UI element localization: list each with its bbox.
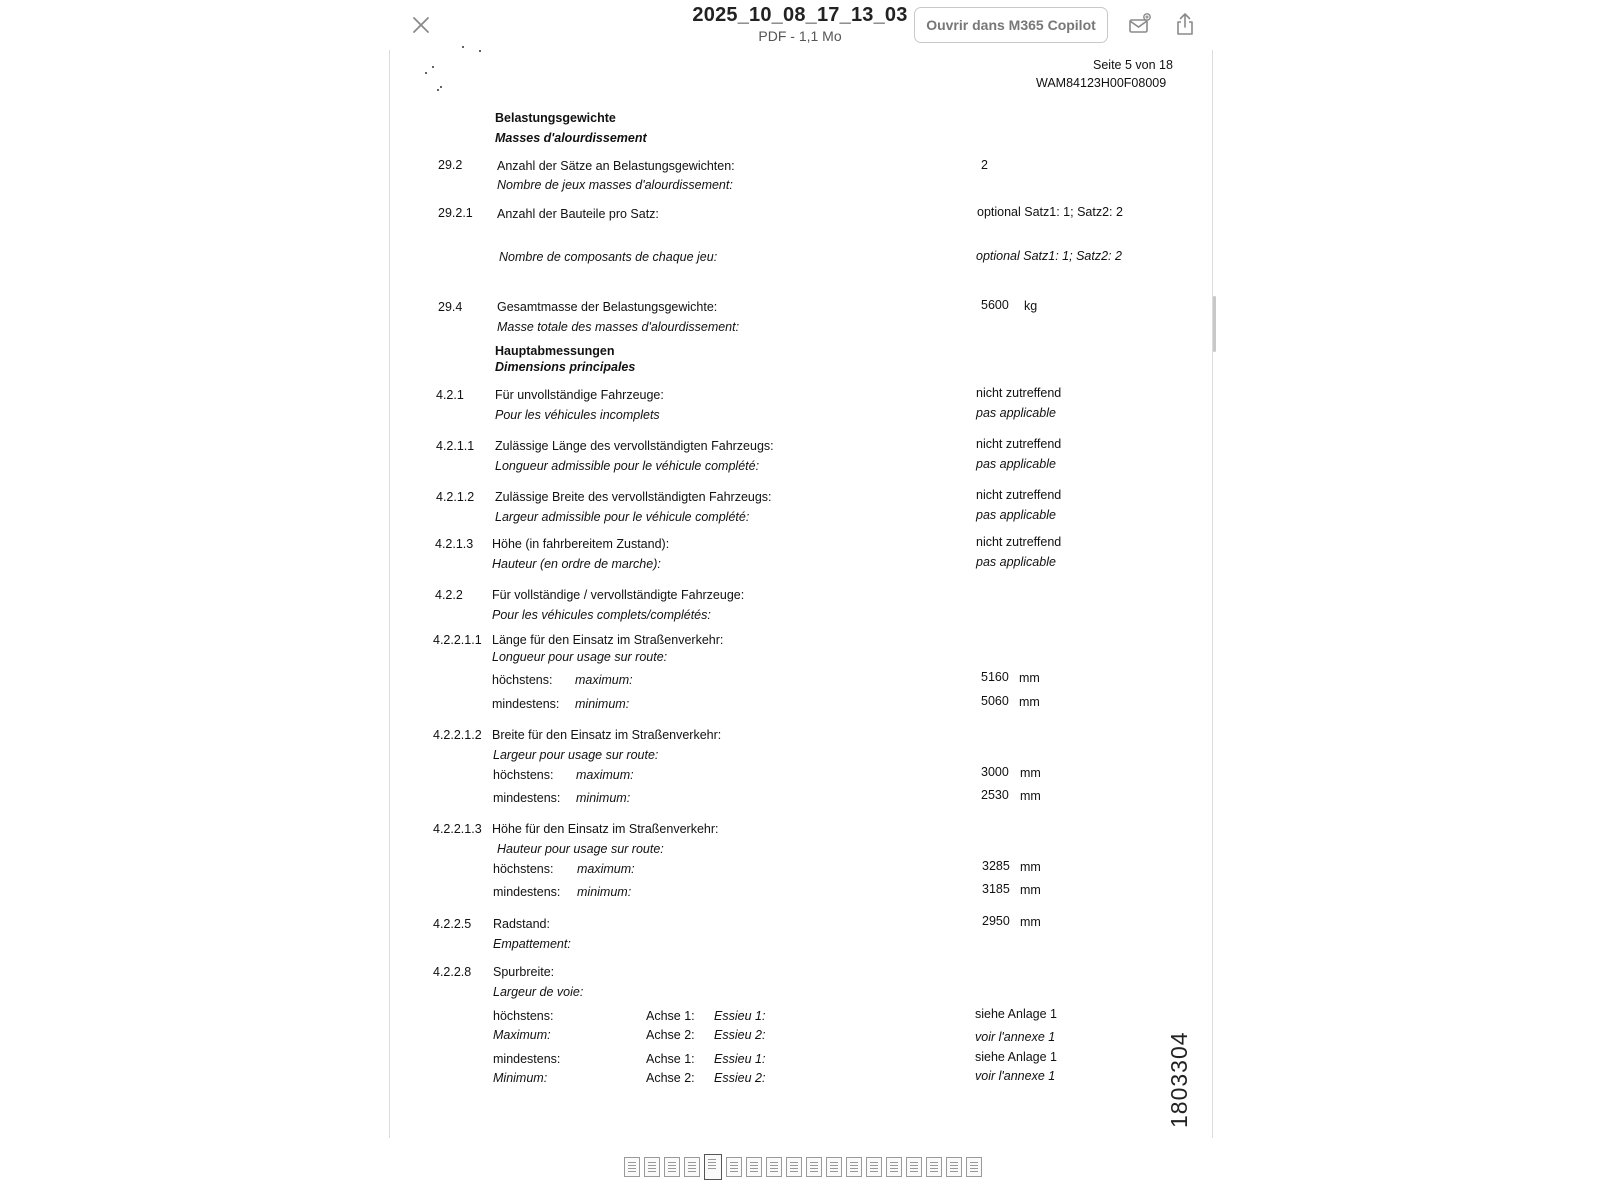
- item-label-fr: Longueur admissible pour le véhicule complété:: [495, 459, 760, 473]
- close-icon[interactable]: [410, 14, 432, 36]
- min-label: mindestens:: [493, 791, 561, 805]
- item-value: 2950: [982, 914, 1010, 928]
- item-label-fr: Nombre de composants de chaque jeu:: [499, 250, 718, 264]
- item-number: 4.2.2.5: [433, 917, 472, 931]
- item-value: 5600: [981, 298, 1009, 312]
- item-value-fr: pas applicable: [976, 508, 1056, 522]
- item-unit: mm: [1020, 789, 1041, 803]
- item-label: Für vollständige / vervollständigte Fahrzeuge:: [492, 588, 745, 602]
- page-thumbnail[interactable]: [826, 1157, 842, 1177]
- min-label-fr: minimum:: [576, 791, 631, 805]
- item-label: Zulässige Länge des vervollständigten Fahrzeugs:: [495, 439, 774, 453]
- axle-label: Achse 1:: [646, 1052, 695, 1066]
- item-unit: mm: [1020, 860, 1041, 874]
- item-label-fr: Hauteur (en ordre de marche):: [492, 557, 661, 571]
- page-thumbnail[interactable]: [866, 1157, 882, 1177]
- item-unit: kg: [1024, 299, 1038, 313]
- item-value: nicht zutreffend: [976, 386, 1062, 400]
- min-label-fr: Minimum:: [493, 1071, 548, 1085]
- item-number: 4.2.2.1.1: [433, 633, 482, 647]
- mail-share-icon[interactable]: [1127, 11, 1153, 37]
- item-label-fr: Nombre de jeux masses d'alourdissement:: [497, 178, 733, 192]
- item-number: 4.2.2.1.3: [433, 822, 482, 836]
- item-value-fr: voir l'annexe 1: [975, 1069, 1056, 1083]
- min-label: mindestens:: [493, 885, 561, 899]
- item-label: Radstand:: [493, 917, 550, 931]
- item-value-fr: optional Satz1: 1; Satz2: 2: [976, 249, 1122, 263]
- max-label: höchstens:: [493, 1009, 554, 1023]
- page-thumbnail[interactable]: [726, 1157, 742, 1177]
- axle-label-fr: Essieu 1:: [714, 1052, 766, 1066]
- section-heading: Hauptabmessungen: [495, 344, 615, 358]
- item-unit: mm: [1020, 766, 1041, 780]
- min-label-fr: minimum:: [577, 885, 632, 899]
- item-value: 3000: [981, 765, 1009, 779]
- item-value-fr: pas applicable: [976, 457, 1056, 471]
- page-thumbnail[interactable]: [846, 1157, 862, 1177]
- item-label: Anzahl der Sätze an Belastungsgewichten:: [497, 159, 735, 173]
- item-label: Anzahl der Bauteile pro Satz:: [497, 207, 659, 221]
- item-value: 5060: [981, 694, 1009, 708]
- axle-label: Achse 1:: [646, 1009, 695, 1023]
- item-label-fr: Empattement:: [493, 937, 571, 951]
- section-heading: Belastungsgewichte: [495, 111, 616, 125]
- item-number: 4.2.2.1.2: [433, 728, 482, 742]
- max-label-fr: maximum:: [576, 768, 634, 782]
- item-number: 29.4: [438, 300, 463, 314]
- item-unit: mm: [1020, 915, 1041, 929]
- item-number: 4.2.1.1: [436, 439, 475, 453]
- page-thumbnail-strip: [624, 1157, 982, 1181]
- max-label-fr: maximum:: [575, 673, 633, 687]
- item-label-fr: Pour les véhicules complets/complétés:: [492, 608, 711, 622]
- item-value: siehe Anlage 1: [975, 1007, 1058, 1021]
- axle-label: Achse 2:: [646, 1028, 695, 1042]
- item-label: Höhe (in fahrbereitem Zustand):: [492, 537, 670, 551]
- item-value: nicht zutreffend: [976, 488, 1062, 502]
- item-value: nicht zutreffend: [976, 535, 1062, 549]
- item-label: Gesamtmasse der Belastungsgewichte:: [497, 300, 718, 314]
- item-label-fr: Largeur pour usage sur route:: [493, 748, 659, 762]
- page-thumbnail[interactable]: [806, 1157, 822, 1177]
- scrollbar-thumb[interactable]: [1213, 296, 1216, 352]
- item-label: Länge für den Einsatz im Straßenverkehr:: [492, 633, 724, 647]
- page-thumbnail[interactable]: [926, 1157, 942, 1177]
- item-label-fr: Masse totale des masses d'alourdissement:: [497, 320, 740, 334]
- axle-label-fr: Essieu 2:: [714, 1071, 766, 1085]
- item-value: 3285: [982, 859, 1010, 873]
- item-value: optional Satz1: 1; Satz2: 2: [977, 205, 1123, 219]
- page-thumbnail[interactable]: [766, 1157, 782, 1177]
- axle-label-fr: Essieu 1:: [714, 1009, 766, 1023]
- section-heading-fr: Masses d'alourdissement: [495, 131, 647, 145]
- axle-label: Achse 2:: [646, 1071, 695, 1085]
- page-thumbnail[interactable]: [746, 1157, 762, 1177]
- page-thumbnail[interactable]: [966, 1157, 982, 1177]
- page-thumbnail[interactable]: [946, 1157, 962, 1177]
- item-label-fr: Pour les véhicules incomplets: [495, 408, 660, 422]
- item-number: 4.2.1.2: [436, 490, 475, 504]
- item-number: 4.2.1.3: [435, 537, 474, 551]
- item-label-fr: Largeur admissible pour le véhicule complété:: [495, 510, 750, 524]
- min-label-fr: minimum:: [575, 697, 630, 711]
- max-label: höchstens:: [493, 862, 554, 876]
- document-stamp-number: 1803304: [1166, 1031, 1192, 1128]
- item-unit: mm: [1019, 695, 1040, 709]
- item-value-fr: pas applicable: [976, 406, 1056, 420]
- file-subtitle: PDF - 1,1 Mo: [758, 28, 842, 44]
- page-thumbnail[interactable]: [786, 1157, 802, 1177]
- item-label: Für unvollständige Fahrzeuge:: [495, 388, 664, 402]
- max-label: höchstens:: [493, 768, 554, 782]
- page-thumbnail[interactable]: [664, 1157, 680, 1177]
- item-value-fr: pas applicable: [976, 555, 1056, 569]
- item-number: 29.2.1: [438, 206, 473, 220]
- item-label: Breite für den Einsatz im Straßenverkehr:: [492, 728, 722, 742]
- item-number: 29.2: [438, 158, 463, 172]
- item-value: nicht zutreffend: [976, 437, 1062, 451]
- open-in-copilot-button[interactable]: Ouvrir dans M365 Copilot: [914, 7, 1108, 43]
- item-value: 2530: [981, 788, 1009, 802]
- item-value: 2: [981, 158, 988, 172]
- item-value: 5160: [981, 670, 1009, 684]
- page-thumbnail[interactable]: [624, 1157, 640, 1177]
- min-label: mindestens:: [492, 697, 560, 711]
- item-unit: mm: [1019, 671, 1040, 685]
- page-thumbnail[interactable]: [684, 1157, 700, 1177]
- item-value-fr: voir l'annexe 1: [975, 1030, 1056, 1044]
- viewer-toolbar: [0, 0, 1600, 50]
- axle-label-fr: Essieu 2:: [714, 1028, 766, 1042]
- item-number: 4.2.2: [435, 588, 463, 602]
- item-value: 3185: [982, 882, 1010, 896]
- item-number: 4.2.1: [436, 388, 464, 402]
- max-label-fr: Maximum:: [493, 1028, 551, 1042]
- max-label-fr: maximum:: [577, 862, 635, 876]
- item-label-fr: Hauteur pour usage sur route:: [497, 842, 664, 856]
- page-thumbnail[interactable]: [704, 1154, 722, 1180]
- document-id: WAM84123H00F08009: [1036, 76, 1167, 90]
- item-label: Spurbreite:: [493, 965, 555, 979]
- page-counter: Seite 5 von 18: [1093, 58, 1173, 72]
- item-label-fr: Longueur pour usage sur route:: [492, 650, 668, 664]
- section-heading-fr: Dimensions principales: [495, 360, 636, 374]
- max-label: höchstens:: [492, 673, 553, 687]
- page-thumbnail[interactable]: [886, 1157, 902, 1177]
- item-unit: mm: [1020, 883, 1041, 897]
- item-value: siehe Anlage 1: [975, 1050, 1058, 1064]
- page-thumbnail[interactable]: [906, 1157, 922, 1177]
- share-icon[interactable]: [1172, 11, 1198, 37]
- item-label-fr: Largeur de voie:: [493, 985, 584, 999]
- item-label: Zulässige Breite des vervollständigten Fahrzeugs:: [495, 490, 772, 504]
- item-label: Höhe für den Einsatz im Straßenverkehr:: [492, 822, 719, 836]
- item-number: 4.2.2.8: [433, 965, 472, 979]
- file-title: 2025_10_08_17_13_03: [692, 4, 908, 26]
- min-label: mindestens:: [493, 1052, 561, 1066]
- page-thumbnail[interactable]: [644, 1157, 660, 1177]
